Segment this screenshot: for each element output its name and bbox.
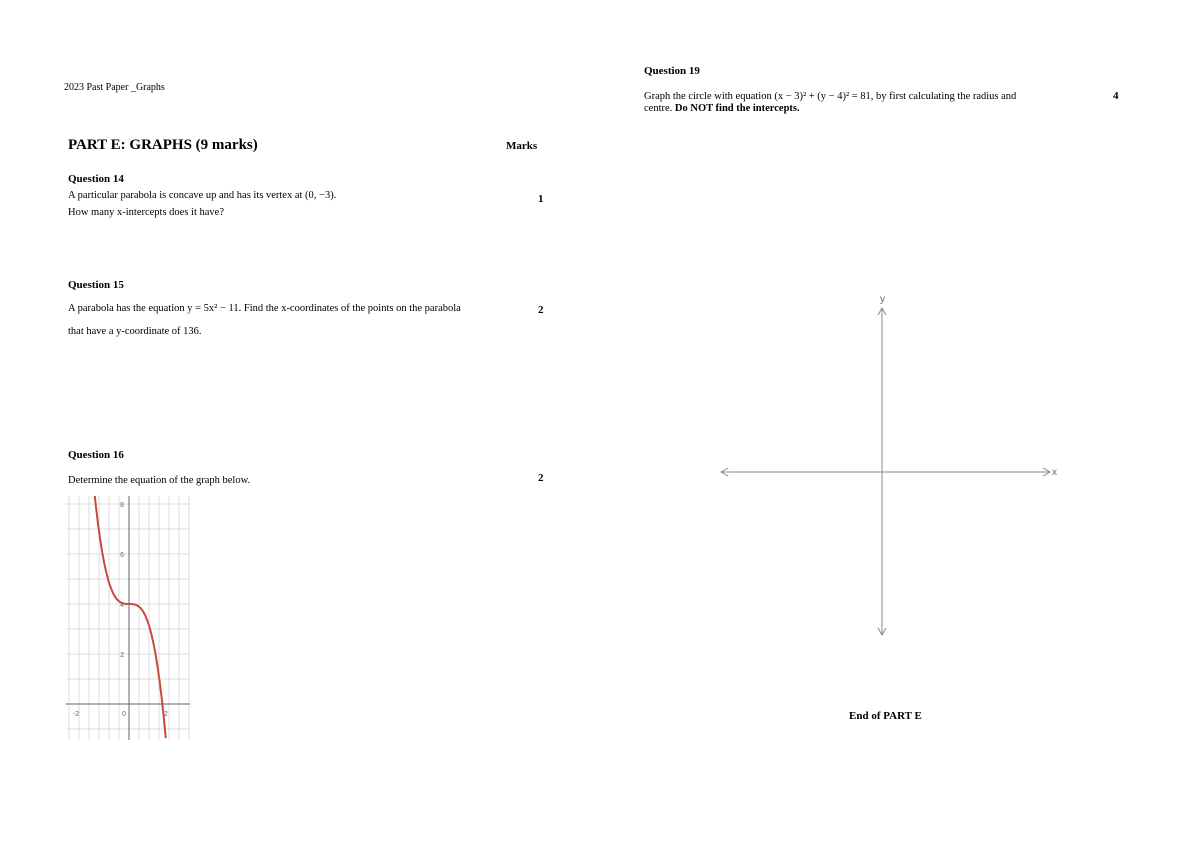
question-16-graph <box>66 496 190 740</box>
question-19-line-2 <box>644 103 800 114</box>
graph-y-tick-6: 6 <box>120 552 124 559</box>
graph-curve <box>95 496 166 738</box>
question-19-instruction: Do NOT find the intercepts. <box>674 103 800 114</box>
question-19-title: Question 19 <box>644 65 700 77</box>
question-15-marks: 2 <box>538 304 544 316</box>
paper-title: 2023 Past Paper _Graphs <box>64 82 165 93</box>
end-of-part-text: End of PART E <box>849 710 922 722</box>
question-15-line-1: A parabola has the equation y = 5x² − 11. Find the x-coordinates of the points on the parabola <box>68 303 461 314</box>
graph-x-tick-neg2: -2 <box>72 711 80 718</box>
graph-y-tick-8: 8 <box>120 502 124 509</box>
graph-y-tick-2: 2 <box>120 652 124 659</box>
question-16-title: Question 16 <box>68 449 124 461</box>
question-16-line-1: Determine the equation of the graph below. <box>68 475 251 486</box>
question-16-marks: 2 <box>538 472 544 484</box>
question-15-title: Question 15 <box>68 279 124 291</box>
question-14-marks: 1 <box>538 193 544 205</box>
part-title: PART E: GRAPHS (9 marks) <box>68 137 258 153</box>
question-19-marks: 4 <box>1113 90 1119 102</box>
graph-y-tick-4: 4 <box>120 602 124 609</box>
question-14-line-2: How many x-intercepts does it have? <box>68 207 224 218</box>
y-axis-label: y <box>880 294 885 305</box>
question-15-line-2: that have a y-coordinate of 136. <box>68 326 202 337</box>
question-14-line-1: A particular parabola is concave up and has its vertex at (0, −3). <box>68 190 337 201</box>
graph-x-tick-0: 0 <box>122 711 126 718</box>
question-19-line-2-plain: centre. <box>644 103 675 114</box>
question-19-blank-axes <box>715 290 1060 640</box>
question-14-title: Question 14 <box>68 173 124 185</box>
x-axis-label: x <box>1052 467 1057 478</box>
marks-column-label: Marks <box>506 140 538 152</box>
question-19-line-1: Graph the circle with equation (x − 3)² + (y − 4)² = 81, by first calculating the radius and <box>644 91 1017 102</box>
graph-x-tick-2: 2 <box>164 711 168 718</box>
graph-grid <box>66 496 190 740</box>
